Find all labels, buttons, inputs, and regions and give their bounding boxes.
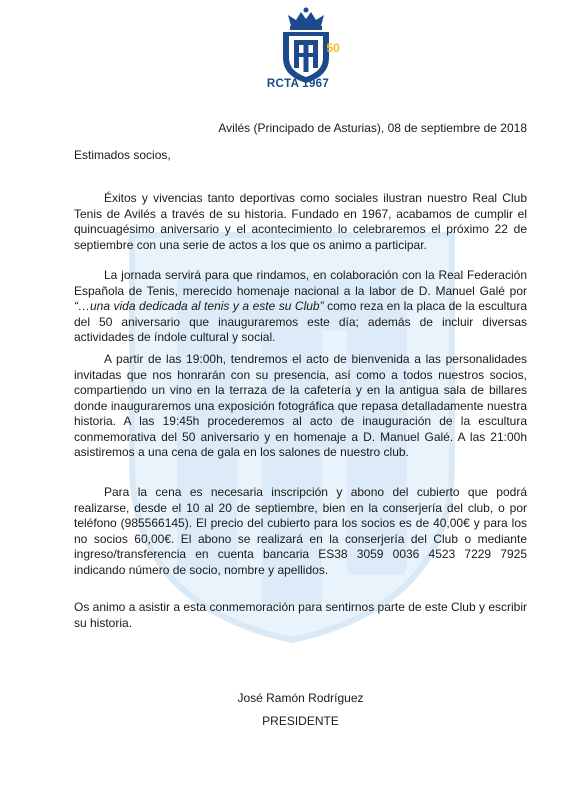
paragraph-4: Para la cena es necesaria inscripción y abono del cubierto que podrá realizarse, desde el 10 al 20 de septiembre, bien en la conserjería del club, o por teléfono (985566145). El precio del cubierto para los socios es de 40,00€ y para los no socios 60,00€. El abono se realizará en la conserjería del Club o mediante ingreso/transferencia en cuenta bancaria ES38 3059 0036 4523 7229 7925 indicando número de socio, nombre y apellidos. [74, 485, 527, 577]
paragraph-2-quote: “…una vida dedicada al tenis y a este su Club” [74, 299, 324, 313]
date-line: Avilés (Principado de Asturias), 08 de septiembre de 2018 [218, 121, 527, 135]
greeting: Estimados socios, [74, 148, 171, 162]
crown-icon [288, 8, 324, 31]
paragraph-2-text-a: La jornada servirá para que rindamos, en colaboración con la Real Federación Española de Tenis, merecido homenaje nacional a la labor de D. Manuel Galé por [74, 268, 527, 298]
svg-text:50: 50 [326, 41, 340, 55]
anniversary-badge [326, 41, 340, 55]
signature-title: PRESIDENTE [262, 714, 339, 728]
closing-paragraph: Os animo a asistir a esta conmemoración para sentirnos parte de este Club y escribir su historia. [74, 600, 527, 630]
paragraph-1: Éxitos y vivencias tanto deportivas como sociales ilustran nuestro Real Club Tenis de Avilés a través de su historia. Fundado en 1967, acabamos de cumplir el quincuagésimo aniversario y el acontecimiento lo celebraremos el próximo 22 de septiembre con una serie de actos a los que os animo a participar. [74, 191, 527, 252]
paragraph-2-text-b: como reza en la placa de la escultura del 50 aniversario que inauguraremos este día; además de incluir diversas actividades de índole cultural y social. [74, 299, 527, 344]
club-logo [271, 6, 341, 84]
paragraph-3: A partir de las 19:00h, tendremos el acto de bienvenida a las personalidades invitadas que nos honrarán con su presencia, así como a todos nuestros socios, compartiendo un vino en la terraza de la cafetería y en la antigua sala de billares donde inauguraremos una exposición fotográfica que repasa detalladamente nuestra historia. A las 19:45h procederemos al acto de inauguración de la escultura conmemorativa del 50 aniversario y en homenaje a D. Manuel Galé. A las 21:00h asistiremos a una cena de gala en los salones de nuestro club. [74, 352, 527, 459]
logo-label: RCTA 1967 [266, 78, 330, 90]
paragraph-2 [74, 268, 527, 346]
signature-name: José Ramón Rodríguez [237, 691, 364, 705]
